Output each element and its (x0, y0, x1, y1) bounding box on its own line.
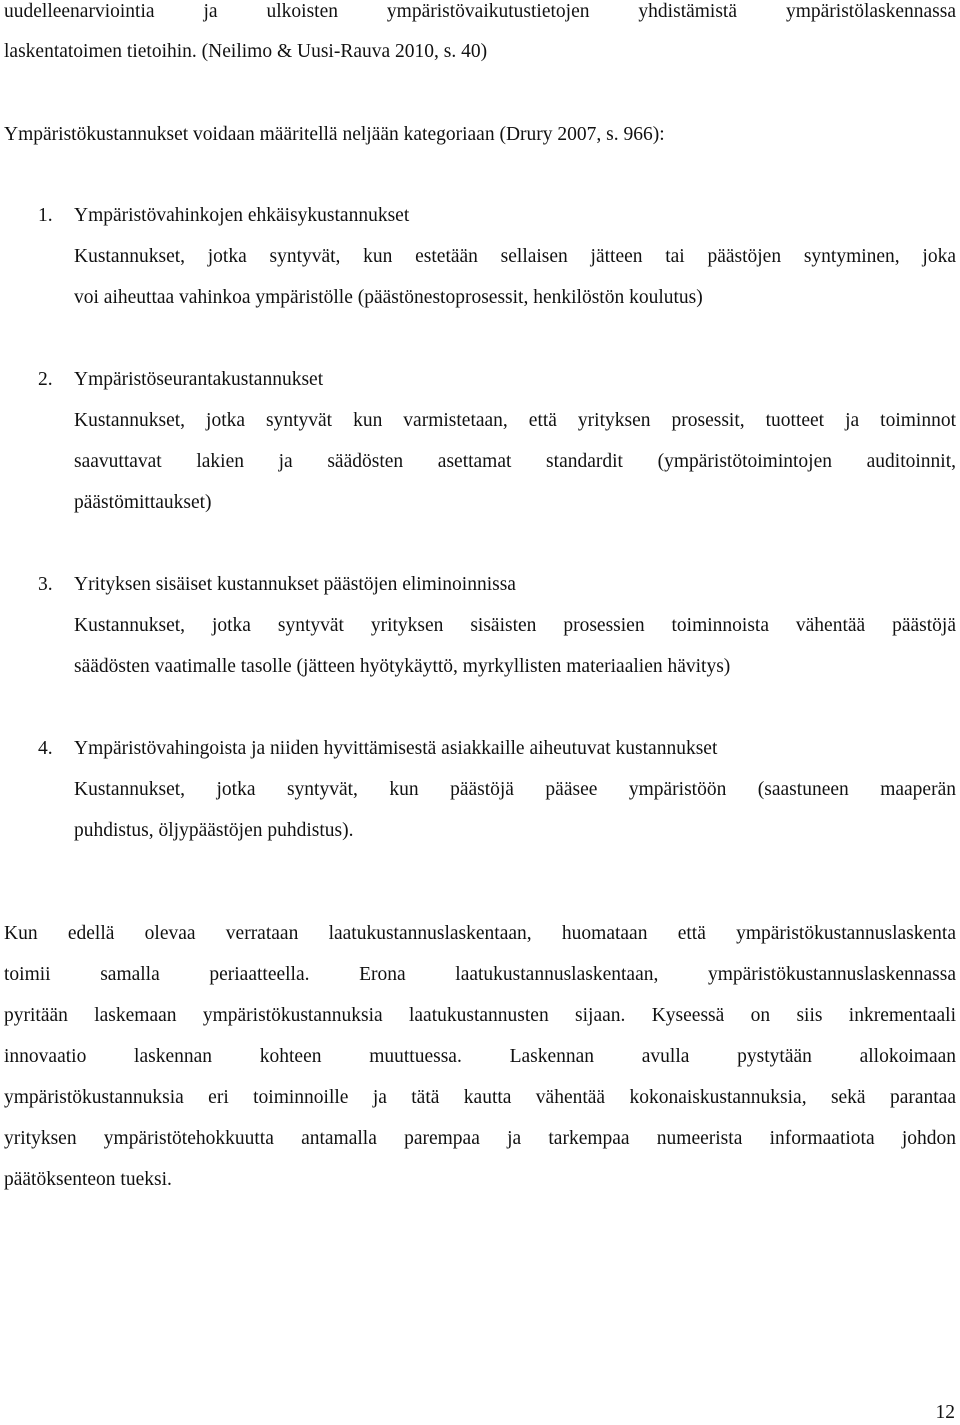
category-1-line-2: voi aiheuttaa vahinkoa ympäristölle (päästönestoprosessit, henkilöstön koulutus) (74, 287, 703, 308)
category-1-heading: Ympäristövahinkojen ehkäisykustannukset (74, 205, 410, 226)
category-1-line-1: Kustannukset, jotka syntyvät, kun estetään sellaisen jätteen tai päästöjen syntyminen, joka (74, 246, 956, 267)
category-1-number: 1. (38, 205, 53, 226)
category-4-heading: Ympäristövahingoista ja niiden hyvittämisestä asiakkaille aiheutuvat kustannukset (74, 738, 718, 759)
category-4-line-1: Kustannukset, jotka syntyvät, kun päästöjä pääsee ympäristöön (saastuneen maaperän (74, 779, 956, 800)
category-3-line-2: säädösten vaatimalle tasolle (jätteen hyötykäyttö, myrkyllisten materiaalien hävitys) (74, 656, 731, 677)
intro-line-1: uudelleenarviointia ja ulkoisten ympäristövaikutustietojen yhdistämistä ympäristölaskennassa (4, 1, 956, 22)
intro-line-2: laskentatoimen tietoihin. (Neilimo & Uusi-Rauva 2010, s. 40) (4, 41, 488, 62)
lead-sentence: Ympäristökustannukset voidaan määritellä neljään kategoriaan (Drury 2007, s. 966): (4, 124, 665, 145)
closing-line-5: ympäristökustannuksia eri toiminnoille ja tätä kautta vähentää kokonaiskustannuksia, sekä parantaa (4, 1087, 956, 1108)
closing-line-4: innovaatio laskennan kohteen muuttuessa. Laskennan avulla pystytään allokoimaan (4, 1046, 956, 1067)
closing-line-7: päätöksenteon tueksi. (4, 1169, 172, 1190)
category-4-number: 4. (38, 738, 53, 759)
category-2-number: 2. (38, 369, 53, 390)
closing-line-3: pyritään laskemaan ympäristökustannuksia laatukustannusten sijaan. Kyseessä on siis inkrementaali (4, 1005, 956, 1026)
category-2-line-1: Kustannukset, jotka syntyvät kun varmistetaan, että yrityksen prosessit, tuotteet ja toiminnot (74, 410, 956, 431)
category-2-line-2: saavuttavat lakien ja säädösten asettamat standardit (ympäristötoimintojen auditoinnit, (74, 451, 956, 472)
closing-line-1: Kun edellä olevaa verrataan laatukustannuslaskentaan, huomataan että ympäristökustannuslaskenta (4, 923, 956, 944)
category-3-number: 3. (38, 574, 53, 595)
category-2-line-3: päästömittaukset) (74, 492, 212, 513)
closing-line-6: yrityksen ympäristötehokkuutta antamalla parempaa ja tarkempaa numeerista informaatiota johdon (4, 1128, 956, 1149)
category-2-heading: Ympäristöseurantakustannukset (74, 369, 324, 390)
closing-line-2: toimii samalla periaatteella. Erona laatukustannuslaskentaan, ympäristökustannuslaskennassa (4, 964, 956, 985)
category-3-line-1: Kustannukset, jotka syntyvät yrityksen sisäisten prosessien toiminnoista vähentää päästöjä (74, 615, 956, 636)
page-number: 12 (935, 1402, 955, 1423)
category-3-heading: Yrityksen sisäiset kustannukset päästöjen eliminoinnissa (74, 574, 516, 595)
category-4-line-2: puhdistus, öljypäästöjen puhdistus). (74, 820, 354, 841)
